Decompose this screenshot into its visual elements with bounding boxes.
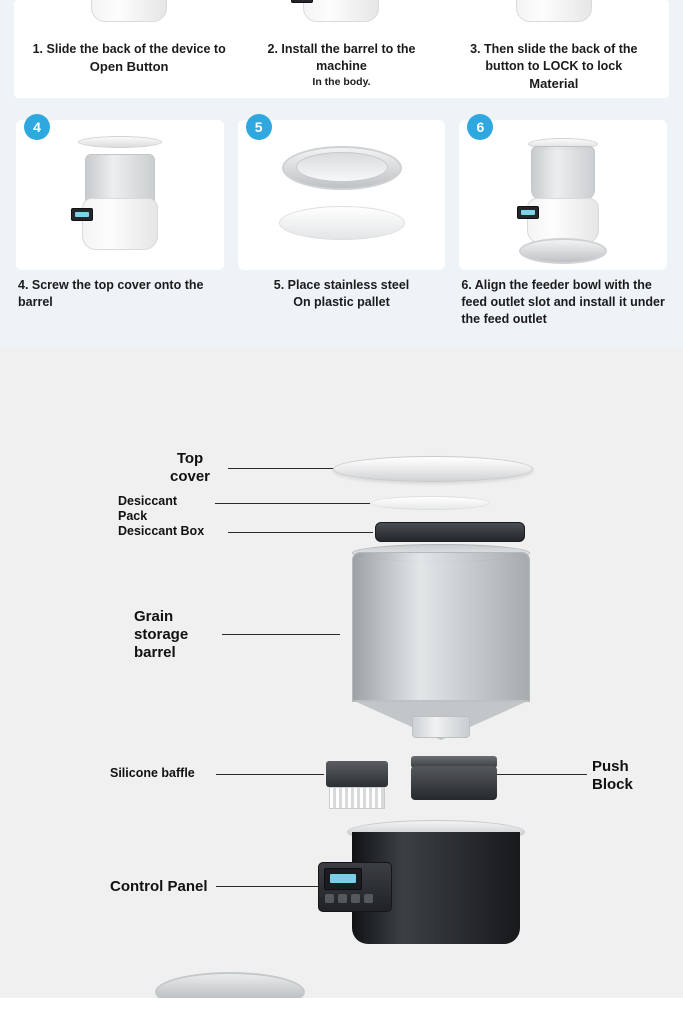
- label-desiccant-box: Desiccant Box: [118, 523, 205, 538]
- step-card-4: [16, 120, 224, 328]
- label-push-block: Push Block: [592, 757, 633, 793]
- label-desiccant-pack: Desiccant Pack: [118, 493, 178, 523]
- part-desiccant-box: [375, 522, 525, 542]
- steps-row-1-strip: [14, 0, 669, 98]
- step-caption-1: [30, 34, 228, 75]
- part-barrel-spout: [412, 716, 470, 738]
- step-caption-1-sub: Open Button: [89, 58, 169, 74]
- part-top-cover: [333, 456, 533, 482]
- step-card-1: [30, 0, 228, 92]
- step-card-5: [238, 120, 446, 328]
- exploded-diagram-section: [0, 346, 683, 998]
- step-caption-5-sub: On plastic pallet: [293, 295, 390, 310]
- assembly-steps-section: [0, 0, 683, 346]
- control-panel-button-4[interactable]: [364, 894, 373, 903]
- step-badge-4: 4: [24, 114, 50, 140]
- step-caption-3-text: 3. Then slide the back of the button to LOCK to lock: [470, 42, 638, 73]
- leader-desiccant-box: [228, 532, 373, 533]
- control-panel-button-3[interactable]: [351, 894, 360, 903]
- step-caption-4: 4. Screw the top cover onto the barrel: [18, 278, 204, 310]
- step-image-1: [30, 0, 228, 34]
- step-caption-3: [455, 34, 653, 92]
- label-silicone-baffle: Silicone baffle: [110, 765, 195, 780]
- leader-push-block: [497, 774, 587, 775]
- leader-grain-storage-barrel: [222, 634, 340, 635]
- part-control-panel: [318, 862, 392, 912]
- step-image-3: [455, 0, 653, 34]
- step-caption-6: 6. Align the feeder bowl with the feed outlet slot and install it under the feed outlet: [461, 278, 665, 327]
- part-desiccant-pack: [370, 496, 490, 510]
- step-badge-6: 6: [467, 114, 493, 140]
- control-panel-display: [324, 868, 362, 890]
- step-badge-5: 5: [246, 114, 272, 140]
- label-grain-storage-barrel: Grain storage barrel: [134, 607, 189, 661]
- step-caption-2-sub: In the body.: [312, 75, 371, 88]
- part-silicone-baffle-fins: [329, 787, 385, 809]
- leader-silicone-baffle: [216, 774, 324, 775]
- control-panel-button-1[interactable]: [325, 894, 334, 903]
- part-push-block: [411, 766, 497, 800]
- leader-control-panel: [216, 886, 320, 887]
- step-card-6: [459, 120, 667, 328]
- control-panel-button-2[interactable]: [338, 894, 347, 903]
- step-image-5: [238, 120, 446, 270]
- leader-top-cover: [228, 468, 338, 469]
- step-caption-5-text: 5. Place stainless steel: [273, 278, 410, 293]
- label-control-panel: Control Panel: [110, 877, 208, 895]
- part-stainless-bowl: [155, 972, 305, 998]
- step-image-4: [16, 120, 224, 270]
- label-top-cover: Top cover: [169, 449, 211, 485]
- leader-desiccant-pack: [215, 503, 370, 504]
- step-image-2: [242, 0, 440, 34]
- part-grain-storage-barrel: [352, 552, 530, 702]
- control-panel-buttons: [325, 894, 391, 903]
- step-image-6: [459, 120, 667, 270]
- step-caption-5: [238, 270, 446, 311]
- step-card-2: [242, 0, 440, 92]
- step-caption-1-text: 1. Slide the back of the device to: [32, 42, 226, 56]
- part-silicone-baffle: [326, 761, 388, 787]
- step-caption-2-text: 2. Install the barrel to the machine: [267, 42, 416, 73]
- step-caption-2: [242, 34, 440, 89]
- steps-row-2: [0, 120, 683, 328]
- steps-row-1: [14, 0, 669, 92]
- step-card-3: [455, 0, 653, 92]
- step-caption-3-sub: Material: [529, 75, 579, 91]
